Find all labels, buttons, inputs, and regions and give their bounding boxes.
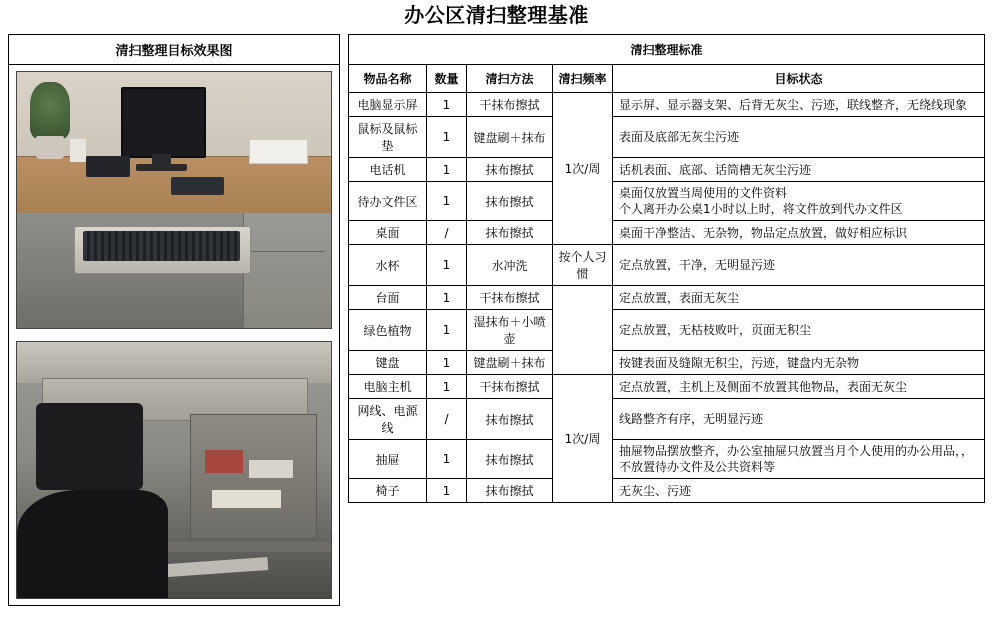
cell-method: 抹布擦拭 [467, 440, 553, 479]
cell-method: 水冲洗 [467, 245, 553, 286]
cell-item-name: 绿色植物 [349, 310, 427, 351]
cell-item-name: 台面 [349, 286, 427, 310]
cell-item-name: 待办文件区 [349, 182, 427, 221]
table-row [349, 440, 985, 479]
cell-method: 抹布擦拭 [467, 182, 553, 221]
table-header-row [349, 65, 985, 93]
table-row [349, 399, 985, 440]
cell-item-name: 网线、电源线 [349, 399, 427, 440]
cell-frequency [553, 286, 613, 375]
cell-item-name: 水杯 [349, 245, 427, 286]
table-row [349, 479, 985, 503]
cell-target-state: 定点放置，主机上及侧面不放置其他物品，表面无灰尘 [613, 375, 985, 399]
table-row [349, 221, 985, 245]
cell-target-state: 线路整齐有序，无明显污迹 [613, 399, 985, 440]
cell-target-state: 定点放置，无枯枝败叶，页面无积尘 [613, 310, 985, 351]
cleaning-standard-table [348, 34, 985, 503]
table-row [349, 351, 985, 375]
column-header-method: 清扫方法 [467, 65, 553, 93]
cell-target-state: 桌面干净整洁、无杂物，物品定点放置，做好相应标识 [613, 221, 985, 245]
cell-quantity: 1 [427, 182, 467, 221]
cell-method: 抹布擦拭 [467, 479, 553, 503]
cell-target-state: 按键表面及缝隙无积尘，污迹，键盘内无杂物 [613, 351, 985, 375]
table-title-row [349, 35, 985, 65]
cell-quantity: / [427, 399, 467, 440]
office-desk-photo [16, 71, 332, 329]
cell-target-state: 显示屏、显示器支架、后背无灰尘、污迹，联线整齐，无绕线现象 [613, 93, 985, 117]
cell-method: 键盘刷＋抹布 [467, 117, 553, 158]
table-row [349, 375, 985, 399]
cell-target-state: 无灰尘、污迹 [613, 479, 985, 503]
cell-target-state: 话机表面、底部、话筒槽无灰尘污迹 [613, 158, 985, 182]
cell-frequency: 1次/周 [553, 93, 613, 245]
cell-quantity: 1 [427, 117, 467, 158]
cell-target-state: 定点放置，表面无灰尘 [613, 286, 985, 310]
table-row [349, 182, 985, 221]
standard-table-panel [348, 34, 985, 503]
table-row [349, 117, 985, 158]
under-desk-photo [16, 341, 332, 599]
cell-method: 干抹布擦拭 [467, 375, 553, 399]
photo-container-1 [9, 65, 339, 335]
table-title: 清扫整理标准 [349, 35, 985, 65]
cell-method: 键盘刷＋抹布 [467, 351, 553, 375]
cell-quantity: / [427, 221, 467, 245]
column-header-frequency: 清扫频率 [553, 65, 613, 93]
cell-item-name: 鼠标及鼠标垫 [349, 117, 427, 158]
cell-quantity: 1 [427, 440, 467, 479]
cell-item-name: 椅子 [349, 479, 427, 503]
cell-target-state: 抽屉物品摆放整齐，办公室抽屉只放置当月个人使用的办公用品，，不放置待办文件及公共资料等 [613, 440, 985, 479]
cell-item-name: 电脑主机 [349, 375, 427, 399]
page-title: 办公区清扫整理基准 [404, 3, 589, 27]
column-header-name: 物品名称 [349, 65, 427, 93]
cell-item-name: 电脑显示屏 [349, 93, 427, 117]
cell-item-name: 抽屉 [349, 440, 427, 479]
cell-method: 湿抹布＋小喷壶 [467, 310, 553, 351]
cell-method: 干抹布擦拭 [467, 286, 553, 310]
cell-method: 干抹布擦拭 [467, 93, 553, 117]
cell-quantity: 1 [427, 310, 467, 351]
table-body [349, 93, 985, 503]
table-row [349, 286, 985, 310]
cell-item-name: 电话机 [349, 158, 427, 182]
target-effect-panel [8, 34, 340, 606]
cell-quantity: 1 [427, 479, 467, 503]
column-header-state: 目标状态 [613, 65, 985, 93]
cell-quantity: 1 [427, 158, 467, 182]
cell-method: 抹布擦拭 [467, 158, 553, 182]
cell-quantity: 1 [427, 93, 467, 117]
left-panel-header: 清扫整理目标效果图 [9, 35, 339, 65]
table-row [349, 93, 985, 117]
photo-container-2 [9, 335, 339, 605]
document-body [0, 28, 993, 606]
cell-quantity: 1 [427, 245, 467, 286]
cell-quantity: 1 [427, 286, 467, 310]
cell-item-name: 桌面 [349, 221, 427, 245]
table-row [349, 158, 985, 182]
cell-target-state: 桌面仅放置当周使用的文件资料 个人离开办公桌1小时以上时，将文件放到代办文件区 [613, 182, 985, 221]
table-row [349, 310, 985, 351]
cell-item-name: 键盘 [349, 351, 427, 375]
cell-target-state: 表面及底部无灰尘污迹 [613, 117, 985, 158]
cell-quantity: 1 [427, 375, 467, 399]
table-row [349, 245, 985, 286]
cell-method: 抹布擦拭 [467, 221, 553, 245]
cell-target-state: 定点放置，干净，无明显污迹 [613, 245, 985, 286]
cell-quantity: 1 [427, 351, 467, 375]
column-header-qty: 数量 [427, 65, 467, 93]
cell-frequency: 按个人习惯 [553, 245, 613, 286]
cell-method: 抹布擦拭 [467, 399, 553, 440]
cell-frequency: 1次/周 [553, 375, 613, 503]
